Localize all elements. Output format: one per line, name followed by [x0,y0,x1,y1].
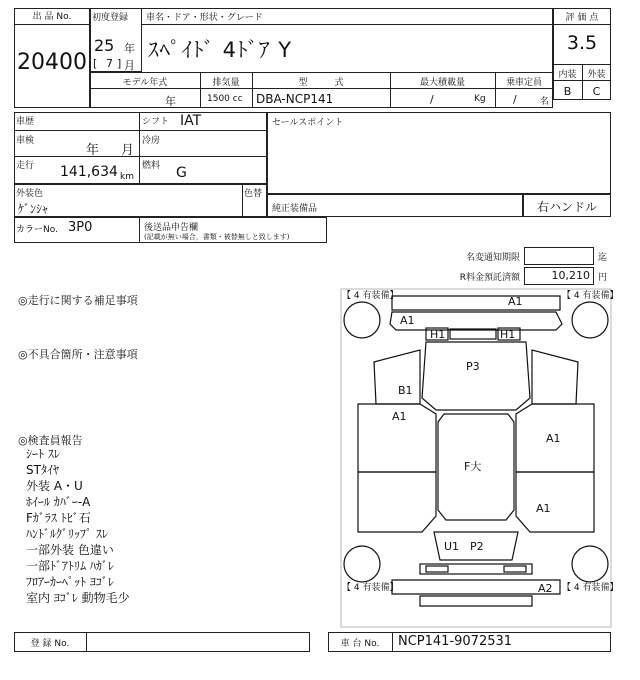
reg-month-close: ] [117,57,122,70]
inspector-note: 外装 A・U [26,479,83,493]
damage-mark: A1 [392,410,407,423]
mileage-label: 走行 [16,161,35,171]
inspector-note: 室内 ﾖｺﾞﾚ 動物毛少 [26,591,130,605]
history-label: 車歴 [16,117,35,127]
ac-label: 冷房 [142,136,161,146]
color-no-value: 3P0 [68,220,93,235]
sales-point-label: セールスポイント [272,118,344,128]
shift-label: シフト [142,117,170,127]
divider [142,24,553,25]
reg-no-label: 登 録 No. [30,639,70,649]
capacity-hdr: 乗車定員 [505,78,542,88]
rear-right-door-outline [516,472,594,532]
front-right-fender-outline [532,350,578,404]
front-bumper-outline [392,296,560,310]
reg-year-unit: 年 [124,42,135,55]
damage-mark: A2 [538,582,553,595]
damage-mark: H1 [500,328,516,341]
model-year-hdr: モデル年式 [122,78,168,88]
divider [242,184,243,217]
damage-mark: A1 [400,314,415,327]
fuel-value: G [176,165,187,181]
capacity-sep: / [513,93,517,106]
wheel-label: 【 4 有装備】 [342,583,399,593]
inspector-note: ｼｰﾄ ｽﾚ [26,447,60,461]
damage-mark: A1 [508,295,523,308]
max-load-unit: Kg [474,94,486,104]
genuine-equip-label: 純正装備品 [272,204,318,214]
divider [392,632,393,652]
max-load-hdr: 最大積載量 [419,78,465,88]
wheel-front-left-icon [344,302,380,338]
docs-label: 後送品申告欄 [144,223,199,233]
reg-month-open: [ [93,57,98,70]
inspection-year: 年 [86,143,100,158]
color-no-label: カラーNo. [16,225,58,235]
inspector-note: ﾎｲｰﾙ ｶﾊﾞｰ-A [26,495,91,509]
inspection-label: 車検 [16,136,35,146]
model-year-unit: 年 [165,95,176,108]
shift-value: IAT [180,113,202,129]
wheel-rear-right-icon [572,546,608,582]
interior-grade: B [563,85,572,98]
front-left-fender-outline [374,350,420,404]
steering-value: 右ハンドル [536,200,597,214]
front-panel-outline [390,312,562,330]
inspector-heading: ◎検査員報告 [18,434,83,447]
model-code: DBA-NCP141 [256,92,334,106]
damage-mark: F大 [464,460,482,473]
model-hdr: 型 式 [298,78,344,88]
divider [14,24,90,25]
interior-label: 内装 [558,70,577,80]
ext-color-value: ｹﾞﾝｼｬ [18,202,49,216]
history-box [14,112,267,184]
inspector-note: 一部ﾄﾞｱﾄﾘﾑ ﾊｶﾞﾚ [26,559,114,573]
recycle-fee-unit: 円 [598,273,608,283]
exterior-label: 外装 [587,70,606,80]
first-reg-label: 初度登録 [92,13,129,23]
damage-mark: P2 [470,540,484,553]
exterior-grade: C [592,85,601,98]
car-name: ｽﾍﾟｲﾄﾞ 4ﾄﾞｱ Y [148,38,293,62]
docs-note: (記載が無い場合，書類・被替無しと致します) [144,233,290,241]
supplementary-heading: ◎走行に関する補足事項 [18,294,138,307]
damage-mark: U1 [444,540,460,553]
max-load-sep: / [430,93,434,106]
wheel-front-right-icon [572,302,608,338]
rear-left-door-outline [358,472,436,532]
divider [553,80,611,81]
damage-mark: A1 [546,432,561,445]
displacement-hdr: 排気量 [212,78,240,88]
wheel-label: 【 4 有装備】 [562,291,619,301]
ext-color-label: 外装色 [16,189,44,199]
wheel-label: 【 4 有装備】 [562,583,619,593]
mileage-unit: km [120,172,134,182]
damage-mark: B1 [398,384,413,397]
damage-mark: A1 [536,502,551,515]
recycle-fee-label: R料金預託済額 [459,273,520,283]
chassis-no-value: NCP141-9072531 [398,634,513,649]
damage-mark: H1 [430,328,446,341]
inspector-note: ﾊﾝﾄﾞﾙｸﾞﾘｯﾌﾟ ｽﾚ [26,527,108,541]
chassis-no-label: 車 台 No. [340,639,380,649]
name-change-unit: 迄 [598,253,608,263]
inspector-note: STﾀｲﾔ [26,463,59,477]
name-change-label: 名変通知期限 [465,253,520,263]
mileage-value: 141,634 [60,164,118,180]
car-name-label: 車名・ドア・形状・グレード [146,13,263,23]
inspection-month: 月 [121,143,135,158]
divider [139,112,140,184]
hood-outline [422,342,530,410]
fuel-label: 燃料 [142,161,161,171]
divider [139,217,140,243]
lot-number: 20400 [17,50,87,75]
inspector-note: 一部外装 色違い [26,543,114,557]
name-change-field [524,247,594,265]
divider [86,632,87,652]
inspector-notes [26,446,130,606]
rear-bumper-outline [392,580,560,594]
divider [14,130,267,131]
inspector-note: ﾌﾛｱｰｶｰﾍﾟｯﾄ ﾖｺﾞﾚ [26,575,114,589]
reg-year: 25 [94,36,115,55]
ext-color-box [14,184,267,217]
wheel-label: 【 4 有装備】 [342,291,399,301]
grade-label: 評 価 点 [565,13,599,23]
inspector-note: Fｶﾞﾗｽ ﾄﾋﾞ石 [26,511,91,525]
reg-month-unit: 月 [124,59,135,72]
lot-number-label: 出 品 No. [32,12,72,22]
capacity-unit: 名 [540,97,550,107]
car-damage-diagram [340,288,619,628]
wheel-rear-left-icon [344,546,380,582]
damage-mark: P3 [466,360,480,373]
divider [553,24,611,25]
reg-month: 7 [106,57,113,70]
recycle-fee-value: 10,210 [551,269,590,282]
displacement: 1500 cc [207,94,243,104]
grade-value: 3.5 [566,32,598,54]
color-change-label: 色替 [244,189,263,199]
divider [14,156,267,157]
defects-heading: ◎不具合箇所・注意事項 [18,348,138,361]
